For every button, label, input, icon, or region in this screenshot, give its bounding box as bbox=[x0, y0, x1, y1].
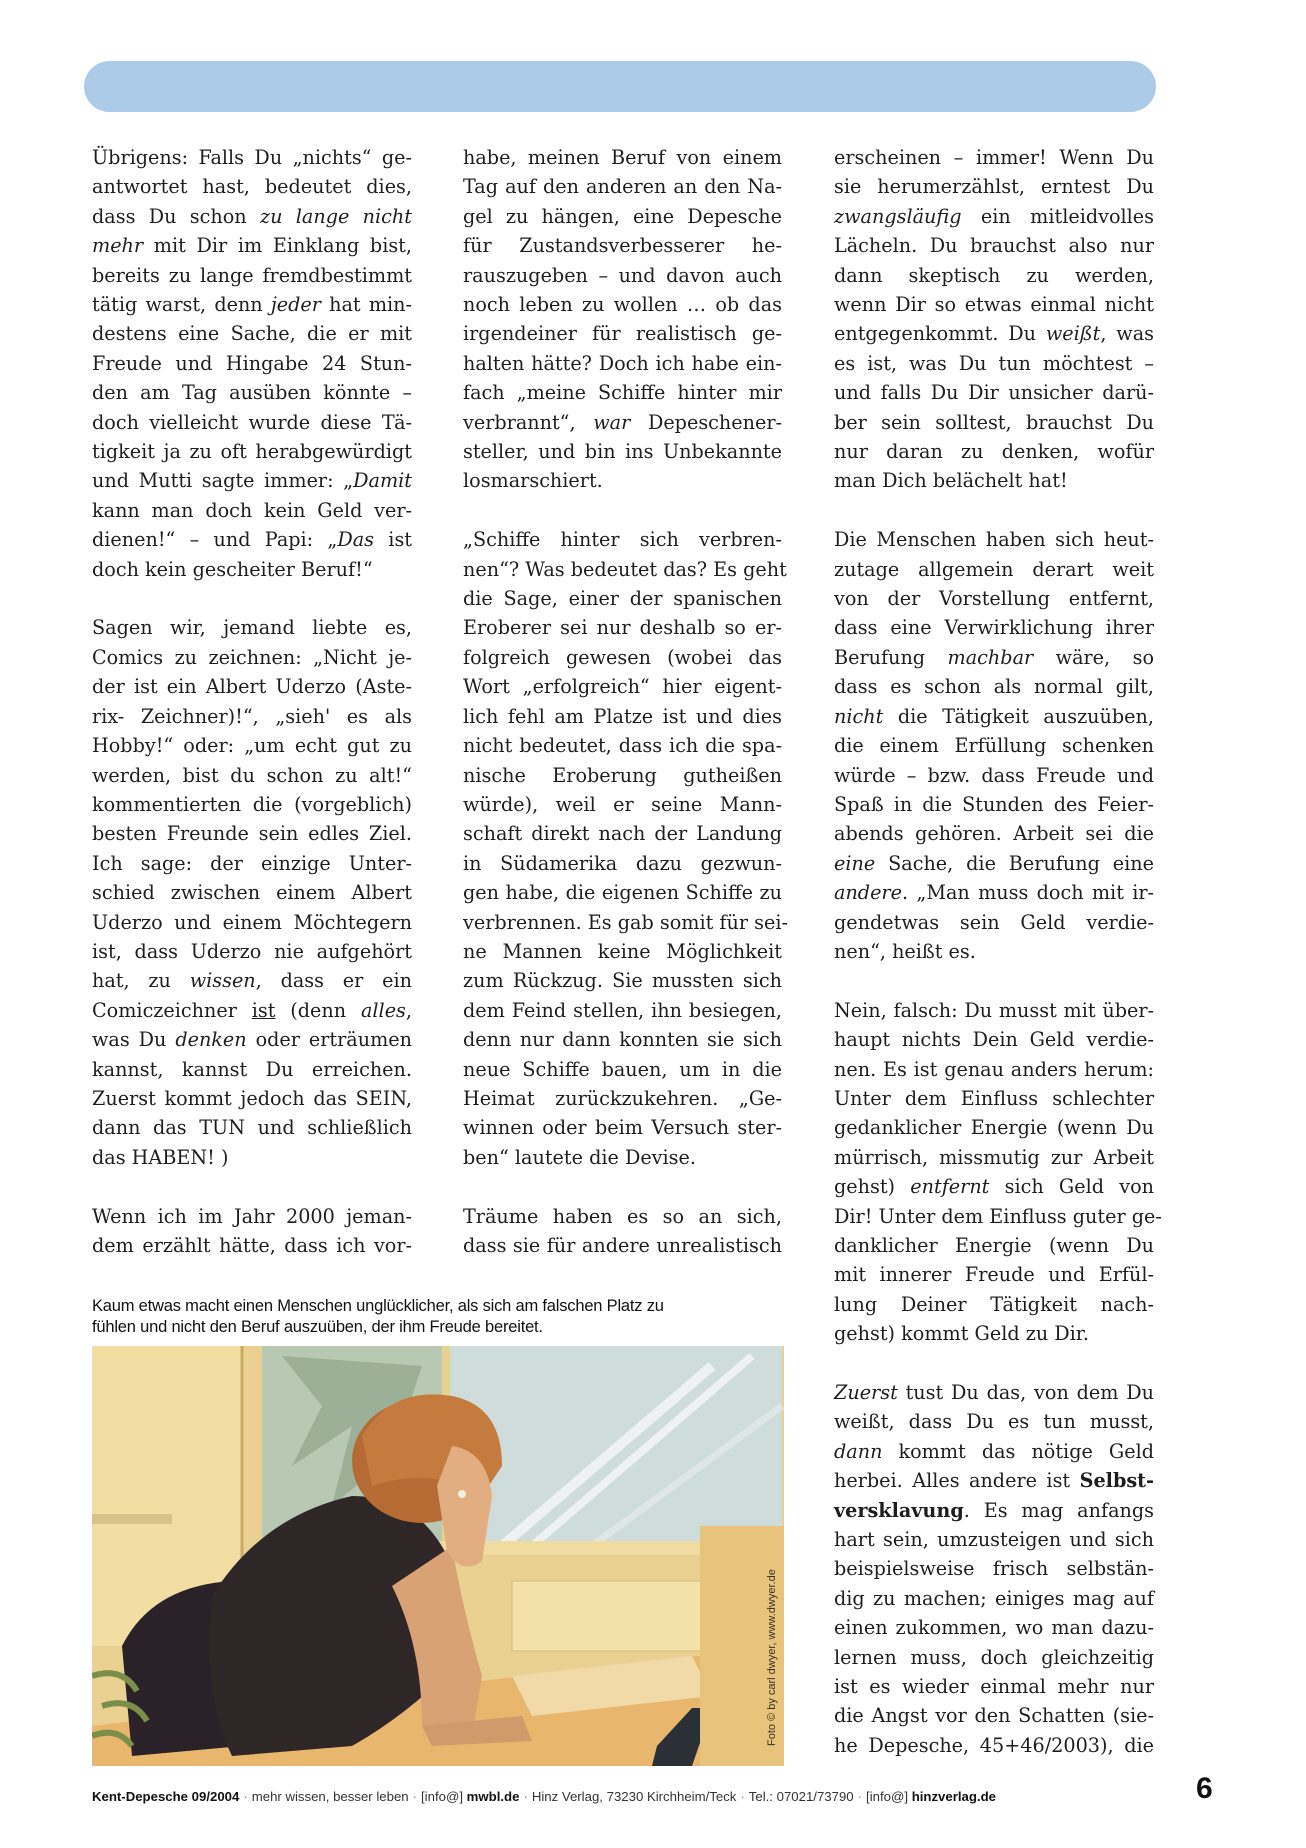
text-line: würde – bzw. dass Freude und bbox=[834, 763, 1154, 787]
text-line: es ist, was Du tun möchtest – bbox=[834, 351, 1154, 375]
text-line: Comics zu zeichnen: „Nicht je- bbox=[92, 645, 412, 669]
text-line: mürrisch, missmutig zur Arbeit bbox=[834, 1145, 1154, 1169]
text-line: ist es wieder einmal mehr nur bbox=[834, 1675, 1154, 1699]
text-line: mit innerer Freude und Erfül- bbox=[834, 1263, 1154, 1287]
text-line: sie herumerzählst, erntest Du bbox=[834, 175, 1154, 199]
text-line: gendetwas sein Geld verdie- bbox=[834, 910, 1154, 934]
text-line: halten hätte? Doch ich habe ein- bbox=[463, 351, 782, 375]
paragraph-gap bbox=[92, 1172, 412, 1201]
text-line: dann das TUN und schließlich bbox=[92, 1116, 412, 1140]
text-line: ist, dass Uderzo nie aufgehört bbox=[92, 939, 412, 963]
text-line: wenn Dir so etwas einmal nicht bbox=[834, 293, 1154, 317]
text-line: herbei. Alles andere ist Selbst- bbox=[834, 1469, 1154, 1493]
article-column-1 bbox=[92, 143, 412, 1260]
photo-illustration bbox=[92, 1346, 784, 1766]
text-line: würde), weil er seine Mann- bbox=[463, 792, 782, 816]
text-line: nur daran zu denken, wofür bbox=[834, 440, 1154, 464]
text-line: nische Eroberung gutheißen bbox=[463, 763, 782, 787]
text-line: erscheinen – immer! Wenn Du bbox=[834, 146, 1154, 169]
article-photo bbox=[92, 1346, 784, 1766]
text-line: besten Freunde sein edles Ziel. bbox=[92, 822, 412, 846]
text-line: zwangsläufig ein mitleidvolles bbox=[834, 204, 1154, 228]
text-line: von der Vorstellung entfernt, bbox=[834, 587, 1154, 611]
footer-phone: Tel.: 07021/73790 bbox=[748, 1789, 854, 1804]
text-line: gen habe, die eigenen Schiffe zu bbox=[463, 881, 782, 905]
text-line: dig zu machen; einiges mag auf bbox=[834, 1586, 1154, 1610]
text-line: kommentierten die (vorgeblich) bbox=[92, 792, 412, 816]
photo-credit: Foto © by carl dwyer, www.dwyer.de bbox=[766, 1569, 778, 1746]
text-line: destens eine Sache, die er mit bbox=[92, 322, 412, 346]
text-line: dienen!“ – und Papi: „Das ist bbox=[92, 528, 412, 552]
text-line: gehst) kommt Geld zu Dir. bbox=[834, 1322, 1089, 1346]
text-line: Wenn ich im Jahr 2000 jeman- bbox=[92, 1204, 412, 1228]
text-line: Comiczeichner ist (denn alles, bbox=[92, 998, 413, 1022]
text-line: verbrannt“, war Depeschener- bbox=[463, 410, 782, 434]
text-line: doch kein gescheiter Beruf!“ bbox=[92, 557, 373, 581]
text-line: was Du denken oder erträumen bbox=[92, 1028, 412, 1052]
text-line: abends gehören. Arbeit sei die bbox=[834, 822, 1154, 846]
page-number: 6 bbox=[1196, 1772, 1213, 1805]
text-line: dann skeptisch zu werden, bbox=[834, 263, 1154, 287]
footer-publisher: Hinz Verlag, 73230 Kirchheim/Teck bbox=[531, 1789, 737, 1804]
footer-link-hinzverlag[interactable]: hinzverlag.de bbox=[911, 1789, 996, 1804]
text-line: Zuerst tust Du das, von dem Du bbox=[834, 1381, 1154, 1405]
text-line: winnen oder beim Versuch ster- bbox=[463, 1116, 782, 1140]
footer-publication: Kent-Depesche 09/2004 bbox=[92, 1789, 240, 1804]
text-line: dem Feind stellen, ihn besiegen, bbox=[463, 998, 782, 1022]
text-line: neue Schiffe bauen, um in die bbox=[463, 1057, 782, 1081]
text-line: zum Rückzug. Sie mussten sich bbox=[463, 969, 782, 993]
text-line: in Südamerika dazu gezwun- bbox=[463, 851, 782, 875]
text-line: und Mutti sagte immer: „Damit bbox=[92, 469, 412, 493]
text-line: mehr mit Dir im Einklang bist, bbox=[92, 234, 412, 258]
text-line: habe, meinen Beruf von einem bbox=[463, 146, 782, 169]
text-line: hart sein, umzusteigen und sich bbox=[834, 1528, 1154, 1552]
footer-info-prefix: [info@] bbox=[421, 1789, 463, 1804]
text-line: Hobby!“ oder: „um echt gut zu bbox=[92, 734, 412, 758]
footer-separator: · bbox=[740, 1789, 745, 1804]
text-line: Ich sage: der einzige Unter- bbox=[92, 851, 412, 875]
text-line: ber sein solltest, brauchst Du bbox=[834, 410, 1154, 434]
header-bar bbox=[84, 61, 1156, 112]
photo-caption-line: Kaum etwas macht einen Menschen unglücklicher, als sich am falschen Platz zu bbox=[92, 1297, 664, 1315]
text-line: Nein, falsch: Du musst mit über- bbox=[834, 998, 1154, 1022]
text-line: dass eine Verwirklichung ihrer bbox=[834, 616, 1154, 640]
text-line: schaft direkt nach der Landung bbox=[463, 822, 782, 846]
text-line: nen“? Was bedeutet das? Es geht bbox=[463, 557, 787, 581]
text-line: tätig warst, denn jeder hat min- bbox=[92, 293, 412, 317]
text-line: noch leben zu wollen … ob das bbox=[463, 293, 782, 317]
text-line: verbrennen. Es gab somit für sei- bbox=[463, 910, 788, 934]
paragraph-gap bbox=[463, 496, 782, 525]
text-line: Spaß in die Stunden des Feier- bbox=[834, 792, 1154, 816]
text-line: das HABEN! ) bbox=[92, 1145, 229, 1169]
text-line: gel zu hängen, eine Depesche bbox=[463, 204, 782, 228]
footer-info-prefix: [info@] bbox=[866, 1789, 909, 1804]
text-line: Übrigens: Falls Du „nichts“ ge- bbox=[92, 146, 412, 169]
page-footer bbox=[92, 1789, 1162, 1804]
text-line: Sagen wir, jemand liebte es, bbox=[92, 616, 412, 640]
text-line: nen. Es ist genau anders herum: bbox=[834, 1057, 1154, 1081]
footer-separator: · bbox=[523, 1789, 528, 1804]
text-line: dann kommt das nötige Geld bbox=[834, 1439, 1154, 1463]
paragraph-gap bbox=[92, 584, 412, 613]
text-line: losmarschiert. bbox=[463, 469, 603, 493]
text-line: dass es schon als normal gilt, bbox=[834, 675, 1154, 699]
text-line: haupt nichts Dein Geld verdie- bbox=[834, 1028, 1154, 1052]
text-line: Freude und Hingabe 24 Stun- bbox=[92, 351, 412, 375]
text-line: weißt, dass Du es tun musst, bbox=[834, 1410, 1154, 1434]
text-line: einen zukommen, wo man dazu- bbox=[834, 1616, 1154, 1640]
text-line: man Dich belächelt hat! bbox=[834, 469, 1068, 493]
text-line: gehst) entfernt sich Geld von bbox=[834, 1175, 1154, 1199]
text-line: Berufung machbar wäre, so bbox=[834, 645, 1154, 669]
text-line: danklicher Energie (wenn Du bbox=[834, 1234, 1154, 1257]
text-line: Dir! Unter dem Einfluss guter ge- bbox=[834, 1204, 1162, 1228]
text-line: schied zwischen einem Albert bbox=[92, 881, 412, 905]
article-column-3 bbox=[834, 143, 1162, 1760]
text-line: Lächeln. Du brauchst also nur bbox=[834, 234, 1154, 258]
text-line: ben“ lautete die Devise. bbox=[463, 1145, 696, 1169]
footer-slogan: mehr wissen, besser leben bbox=[251, 1789, 409, 1804]
text-line: entgegenkommt. Du weißt, was bbox=[834, 322, 1154, 346]
text-line: nicht die Tätigkeit auszuüben, bbox=[834, 704, 1154, 728]
photo-caption-line: fühlen und nicht den Beruf auszuüben, der ihm Freude bereitet. bbox=[92, 1318, 543, 1336]
text-line: nen“, heißt es. bbox=[834, 939, 976, 963]
text-line: beispielsweise frisch selbstän- bbox=[834, 1557, 1154, 1581]
text-line: die einem Erfüllung schenken bbox=[834, 734, 1154, 758]
text-line: Unter dem Einfluss schlechter bbox=[834, 1086, 1154, 1110]
text-line: Tag auf den anderen an den Na- bbox=[463, 175, 782, 199]
text-line: denn nur dann konnten sie sich bbox=[463, 1028, 782, 1052]
text-line: lich fehl am Platze ist und dies bbox=[463, 704, 782, 728]
text-line: hat, zu wissen, dass er ein bbox=[92, 969, 412, 993]
text-line: „Schiffe hinter sich verbren- bbox=[463, 528, 782, 552]
text-line: eine Sache, die Berufung eine bbox=[834, 851, 1154, 875]
text-line: kann man doch kein Geld ver- bbox=[92, 498, 412, 522]
text-line: lung Deiner Tätigkeit nach- bbox=[834, 1292, 1154, 1316]
text-line: ne Mannen keine Möglichkeit bbox=[463, 939, 782, 963]
text-line: kannst, kannst Du erreichen. bbox=[92, 1057, 412, 1081]
text-line: tigkeit ja zu oft herabgewürdigt bbox=[92, 440, 412, 464]
text-line: Die Menschen haben sich heut- bbox=[834, 528, 1154, 552]
text-line: zutage allgemein derart weit bbox=[834, 557, 1154, 581]
text-line: Heimat zurückzukehren. „Ge- bbox=[463, 1086, 782, 1110]
footer-link-mwbl[interactable]: mwbl.de bbox=[466, 1789, 520, 1804]
footer-separator: · bbox=[857, 1789, 863, 1804]
text-line: bereits zu lange fremdbestimmt bbox=[92, 263, 412, 287]
text-line: werden, bist du schon zu alt!“ bbox=[92, 763, 412, 787]
text-line: Eroberer sei nur deshalb so er- bbox=[463, 616, 782, 640]
text-line: fach „meine Schiffe hinter mir bbox=[463, 381, 782, 405]
text-line: dem erzählt hätte, dass ich vor- bbox=[92, 1234, 412, 1257]
paragraph-gap bbox=[834, 966, 1154, 995]
text-line: gedanklicher Energie (wenn Du bbox=[834, 1116, 1154, 1140]
text-line: die Angst vor den Schatten (sie- bbox=[834, 1704, 1154, 1728]
text-line: irgendeiner für realistisch ge- bbox=[463, 322, 782, 346]
text-line: steller, und bin ins Unbekannte bbox=[463, 440, 782, 464]
article-column-2 bbox=[463, 143, 788, 1260]
text-line: doch vielleicht wurde diese Tä- bbox=[92, 410, 412, 434]
text-line: dass sie für andere unrealistisch bbox=[463, 1234, 782, 1257]
photo-caption bbox=[92, 1296, 792, 1338]
text-line: Wort „erfolgreich“ hier eigent- bbox=[463, 675, 782, 699]
paragraph-gap bbox=[834, 496, 1154, 525]
paragraph-gap bbox=[463, 1172, 782, 1201]
text-line: versklavung. Es mag anfangs bbox=[834, 1498, 1154, 1522]
paragraph-gap bbox=[834, 1349, 1154, 1378]
text-line: für Zustandsverbesserer he- bbox=[463, 234, 782, 258]
text-line: lernen muss, doch gleichzeitig bbox=[834, 1645, 1154, 1669]
text-line: den am Tag ausüben könnte – bbox=[92, 381, 412, 405]
text-line: Träume haben es so an sich, bbox=[463, 1204, 782, 1228]
text-line: rauszugeben – und davon auch bbox=[463, 263, 782, 287]
text-line: andere. „Man muss doch mit ir- bbox=[834, 881, 1154, 905]
text-line: nicht bedeutet, dass ich die spa- bbox=[463, 734, 782, 758]
text-line: he Depesche, 45+46/2003), die bbox=[834, 1733, 1154, 1757]
footer-separator: · bbox=[243, 1789, 248, 1804]
text-line: und falls Du Dir unsicher darü- bbox=[834, 381, 1154, 405]
text-line: rix- Zeichner)!“, „sieh' es als bbox=[92, 704, 412, 728]
text-line: Uderzo und einem Möchtegern bbox=[92, 910, 412, 934]
text-line: Zuerst kommt jedoch das SEIN, bbox=[92, 1086, 412, 1110]
text-line: dass Du schon zu lange nicht bbox=[92, 204, 412, 228]
text-line: folgreich gewesen (wobei das bbox=[463, 645, 782, 669]
text-line: der ist ein Albert Uderzo (Aste- bbox=[92, 675, 412, 699]
text-line: die Sage, einer der spanischen bbox=[463, 587, 782, 611]
text-line: antwortet hast, bedeutet dies, bbox=[92, 175, 412, 199]
footer-separator: · bbox=[412, 1789, 418, 1804]
